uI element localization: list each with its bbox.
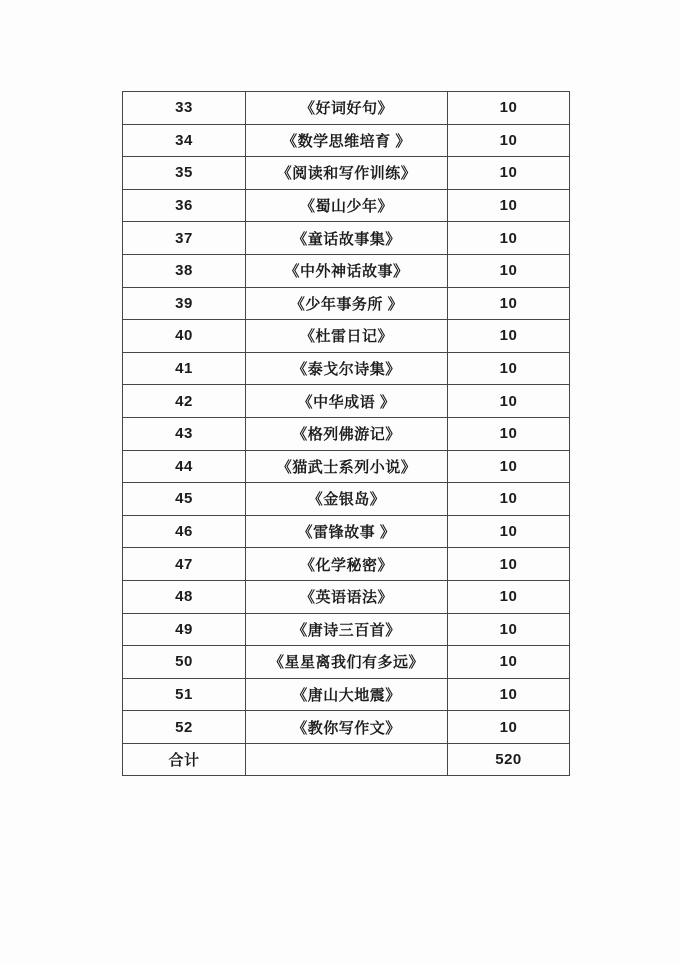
table-row <box>123 711 570 744</box>
row-number: 34 <box>123 124 246 157</box>
table-row <box>123 417 570 450</box>
quantity: 10 <box>448 613 570 646</box>
quantity: 10 <box>448 352 570 385</box>
quantity: 10 <box>448 515 570 548</box>
quantity: 10 <box>448 580 570 613</box>
quantity: 10 <box>448 417 570 450</box>
table-row <box>123 222 570 255</box>
row-number: 33 <box>123 92 246 125</box>
table-row <box>123 287 570 320</box>
row-number: 40 <box>123 320 246 353</box>
book-title: 《蜀山少年》 <box>246 189 448 222</box>
quantity: 10 <box>448 124 570 157</box>
table-row <box>123 157 570 190</box>
quantity: 10 <box>448 157 570 190</box>
row-number: 47 <box>123 548 246 581</box>
table-row <box>123 580 570 613</box>
row-number: 45 <box>123 483 246 516</box>
total-label: 合计 <box>123 743 246 776</box>
book-title: 《格列佛游记》 <box>246 417 448 450</box>
row-number: 35 <box>123 157 246 190</box>
quantity: 10 <box>448 450 570 483</box>
book-title: 《唐诗三百首》 <box>246 613 448 646</box>
book-title: 《星星离我们有多远》 <box>246 646 448 679</box>
book-title: 《泰戈尔诗集》 <box>246 352 448 385</box>
book-title: 《唐山大地震》 <box>246 678 448 711</box>
table-row <box>123 92 570 125</box>
quantity: 10 <box>448 646 570 679</box>
table-row <box>123 124 570 157</box>
table-row <box>123 613 570 646</box>
table-row <box>123 515 570 548</box>
row-number: 43 <box>123 417 246 450</box>
quantity: 10 <box>448 92 570 125</box>
book-title: 《数学思维培育 》 <box>246 124 448 157</box>
row-number: 52 <box>123 711 246 744</box>
book-title: 《好词好句》 <box>246 92 448 125</box>
table-row <box>123 483 570 516</box>
table-row <box>123 678 570 711</box>
row-number: 36 <box>123 189 246 222</box>
table-footer <box>123 743 570 776</box>
row-number: 44 <box>123 450 246 483</box>
table-body <box>123 92 570 744</box>
quantity: 10 <box>448 189 570 222</box>
table-row <box>123 548 570 581</box>
book-title: 《阅读和写作训练》 <box>246 157 448 190</box>
quantity: 10 <box>448 483 570 516</box>
quantity: 10 <box>448 254 570 287</box>
book-title: 《中华成语 》 <box>246 385 448 418</box>
table-row <box>123 352 570 385</box>
row-number: 51 <box>123 678 246 711</box>
table-row <box>123 646 570 679</box>
total-title-cell <box>246 743 448 776</box>
book-title: 《雷锋故事 》 <box>246 515 448 548</box>
book-title: 《中外神话故事》 <box>246 254 448 287</box>
row-number: 50 <box>123 646 246 679</box>
book-title: 《少年事务所 》 <box>246 287 448 320</box>
total-quantity: 520 <box>448 743 570 776</box>
row-number: 37 <box>123 222 246 255</box>
table-row <box>123 254 570 287</box>
book-title: 《教你写作文》 <box>246 711 448 744</box>
row-number: 48 <box>123 580 246 613</box>
book-title: 《猫武士系列小说》 <box>246 450 448 483</box>
row-number: 39 <box>123 287 246 320</box>
row-number: 46 <box>123 515 246 548</box>
row-number: 49 <box>123 613 246 646</box>
book-title: 《英语语法》 <box>246 580 448 613</box>
book-title: 《童话故事集》 <box>246 222 448 255</box>
row-number: 41 <box>123 352 246 385</box>
total-row <box>123 743 570 776</box>
quantity: 10 <box>448 320 570 353</box>
quantity: 10 <box>448 678 570 711</box>
book-list-table <box>122 91 570 776</box>
table-row <box>123 320 570 353</box>
book-title: 《金银岛》 <box>246 483 448 516</box>
quantity: 10 <box>448 287 570 320</box>
quantity: 10 <box>448 385 570 418</box>
table-row <box>123 385 570 418</box>
book-title: 《化学秘密》 <box>246 548 448 581</box>
book-title: 《杜雷日记》 <box>246 320 448 353</box>
row-number: 42 <box>123 385 246 418</box>
quantity: 10 <box>448 711 570 744</box>
table-row <box>123 450 570 483</box>
row-number: 38 <box>123 254 246 287</box>
quantity: 10 <box>448 548 570 581</box>
quantity: 10 <box>448 222 570 255</box>
table-row <box>123 189 570 222</box>
